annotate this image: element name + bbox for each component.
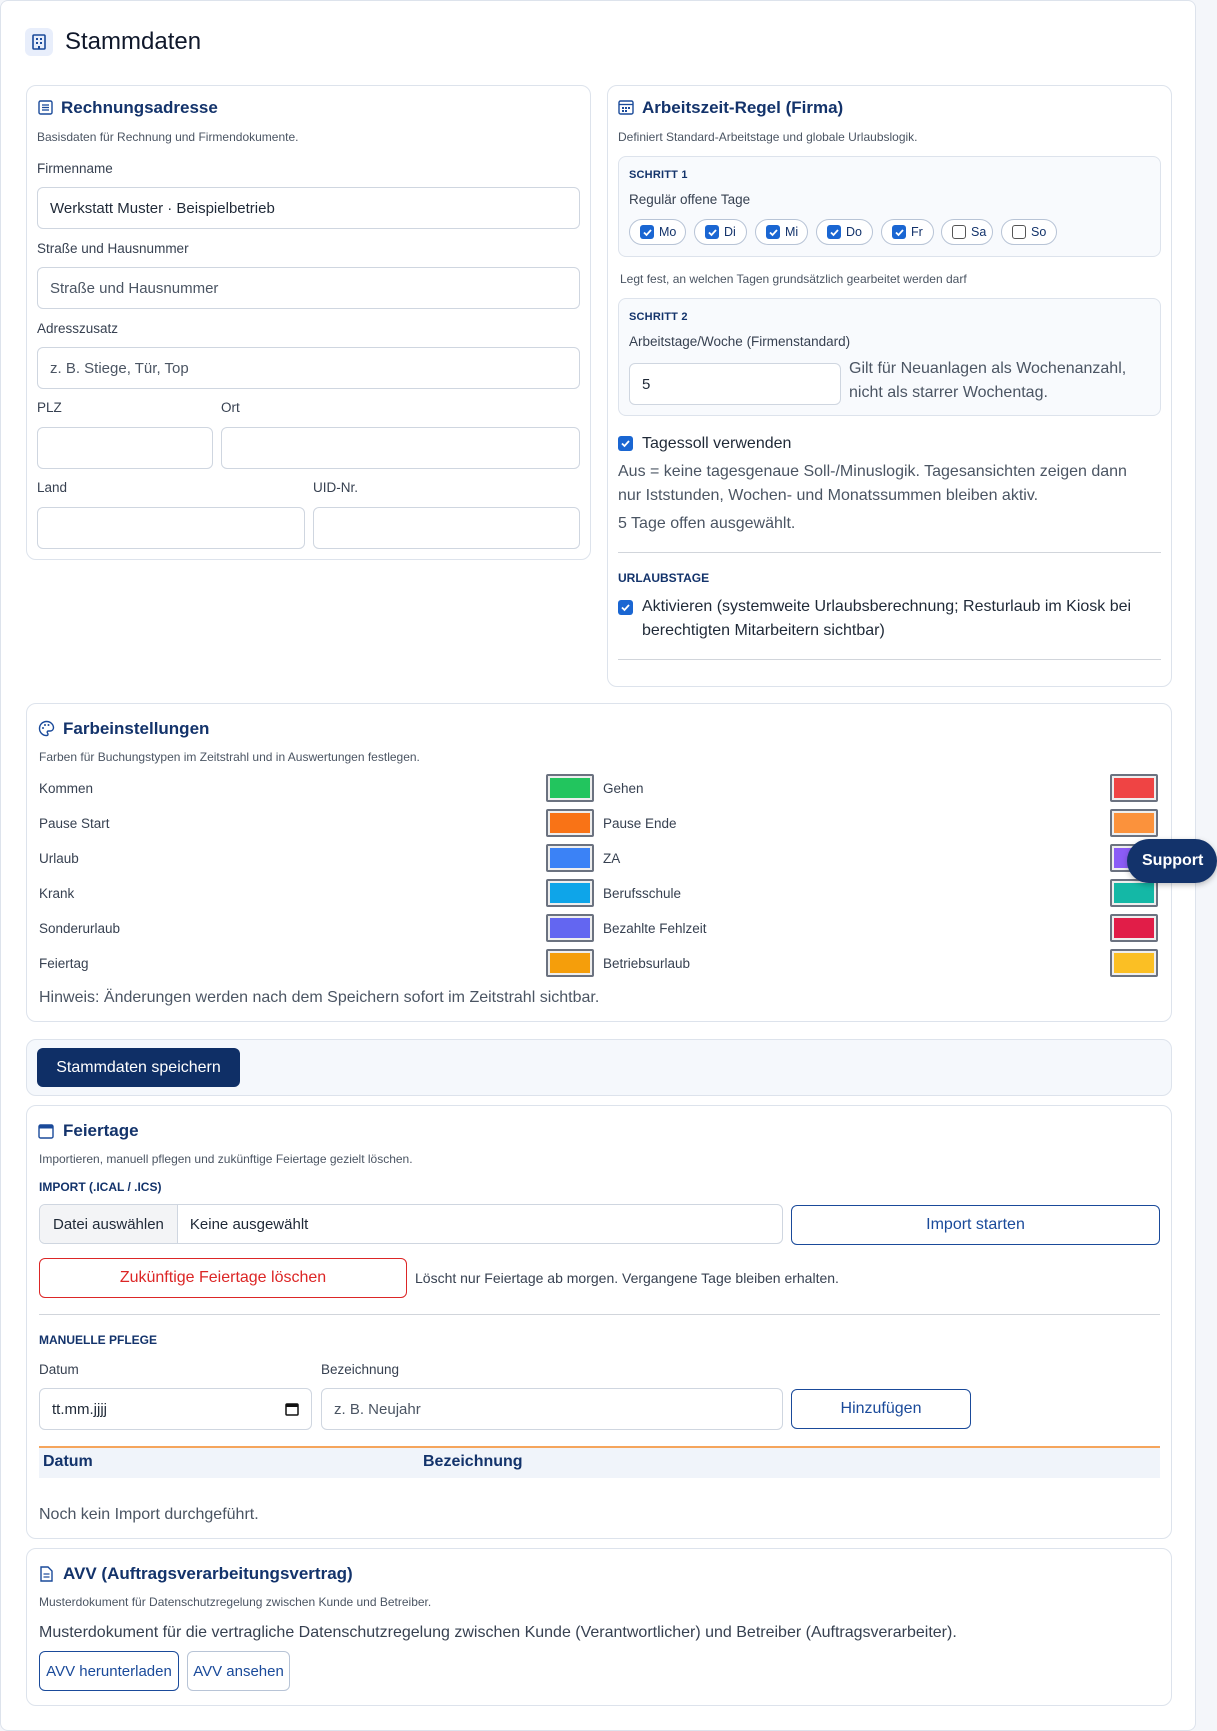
step1-title: Regulär offene Tage [629, 192, 751, 207]
color-swatch-fill [550, 918, 590, 938]
city-label: Ort [221, 400, 240, 415]
color-swatch-fill [1114, 953, 1154, 973]
color-label-left-2: Urlaub [39, 851, 79, 866]
addr2-input[interactable]: z. B. Stiege, Tür, Top [37, 347, 580, 389]
day-pill-so[interactable] [1001, 219, 1057, 245]
building-icon [25, 28, 53, 56]
color-label-left-1: Pause Start [39, 816, 110, 831]
color-swatch-fill [550, 883, 590, 903]
name-label: Bezeichnung [321, 1362, 400, 1377]
color-label-right-2: ZA [603, 851, 621, 866]
step1-label: SCHRITT 1 [629, 169, 688, 181]
checkbox-checked-icon[interactable] [766, 225, 780, 239]
document-list-icon [37, 99, 53, 115]
calendar-grid-icon [617, 99, 635, 115]
daily-target-desc-line-1: Aus = keine tagesgenaue Soll-/Minuslogik. Tagesansichten zeigen dann [618, 463, 1127, 480]
checkbox-checked-icon[interactable] [827, 225, 841, 239]
color-picker-left-4[interactable] [546, 914, 594, 942]
import-button[interactable]: Import starten [791, 1205, 1160, 1245]
color-picker-left-0[interactable] [546, 774, 594, 802]
worktime-divider-2 [618, 659, 1161, 660]
worktime-title: Arbeitszeit-Regel (Firma) [642, 98, 844, 117]
avv-description: Musterdokument für die vertragliche Datenschutzregelung zwischen Kunde (Verantwortlicher) und Betreiber (Auftragsverarbeiter). [39, 1624, 957, 1641]
color-swatch-fill [1114, 778, 1154, 798]
holidays-subtitle: Importieren, manuell pflegen und zukünftige Feiertage gezielt löschen. [39, 1152, 413, 1166]
daily-target-checkbox[interactable] [618, 436, 633, 451]
color-label-left-3: Krank [39, 886, 75, 901]
company-label: Firmenname [37, 161, 113, 176]
manual-label: MANUELLE PFLEGE [39, 1333, 158, 1347]
colors-title: Farbeinstellungen [63, 719, 210, 738]
vat-label: UID-Nr. [313, 480, 358, 495]
color-swatch-fill [1114, 883, 1154, 903]
colors-subtitle: Farben für Buchungstypen im Zeitstrahl und in Auswertungen festlegen. [39, 750, 420, 764]
delete-future-holidays-button[interactable]: Zukünftige Feiertage löschen [39, 1258, 407, 1298]
color-label-right-5: Betriebsurlaub [603, 956, 691, 971]
day-pill-sa[interactable] [941, 219, 993, 245]
checkbox-checked-icon[interactable] [892, 225, 906, 239]
page-title: Stammdaten [65, 28, 202, 55]
day-pill-label: So [1031, 225, 1047, 239]
vacation-section-label: URLAUBSTAGE [618, 571, 710, 585]
day-pill-label: Di [724, 225, 736, 239]
color-swatch-fill [1114, 813, 1154, 833]
step2-hint-line-1: Gilt für Neuanlagen als Wochenanzahl, [849, 360, 1127, 377]
day-pill-mo[interactable] [629, 219, 686, 245]
days-selected-info: 5 Tage offen ausgewählt. [618, 515, 796, 532]
checkbox-unchecked-icon[interactable] [1012, 225, 1026, 239]
color-label-left-4: Sonderurlaub [39, 921, 121, 936]
day-pill-fr[interactable] [881, 219, 934, 245]
color-picker-right-4[interactable] [1110, 914, 1158, 942]
daily-target-label: Tagessoll verwenden [642, 435, 792, 452]
checkbox-checked-icon[interactable] [705, 225, 719, 239]
color-swatch-fill [1114, 918, 1154, 938]
color-picker-right-1[interactable] [1110, 809, 1158, 837]
color-picker-right-5[interactable] [1110, 949, 1158, 977]
avv-title: AVV (Auftragsverarbeitungsvertrag) [63, 1564, 353, 1583]
holiday-table-header [39, 1446, 1160, 1478]
step2-label: SCHRITT 2 [629, 311, 688, 323]
checkbox-unchecked-icon[interactable] [952, 225, 966, 239]
color-swatch-fill [550, 953, 590, 973]
vat-input[interactable] [313, 507, 580, 549]
holidays-empty-state: Noch kein Import durchgeführt. [39, 1506, 259, 1523]
day-pill-label: Do [846, 225, 862, 239]
file-status: Keine ausgewählt [189, 1215, 309, 1233]
color-picker-left-2[interactable] [546, 844, 594, 872]
date-input[interactable] [39, 1388, 312, 1430]
color-swatch-fill [550, 778, 590, 798]
color-label-right-0: Gehen [603, 781, 644, 796]
add-holiday-button[interactable]: Hinzufügen [791, 1389, 971, 1429]
vacation-checkbox[interactable] [618, 600, 633, 615]
holiday-name-input[interactable]: z. B. Neujahr [321, 1388, 783, 1430]
vacation-label-line-2: berechtigten Mitarbeitern sichtbar) [642, 622, 885, 639]
file-choose-button[interactable]: Datei auswählen [40, 1205, 178, 1243]
palette-icon [37, 719, 55, 737]
avv-view-button[interactable]: AVV ansehen [187, 1651, 290, 1691]
billing-subtitle: Basisdaten für Rechnung und Firmendokumente. [37, 130, 299, 144]
day-pill-do[interactable] [816, 219, 873, 245]
day-pill-mi[interactable] [755, 219, 808, 245]
day-pill-label: Sa [971, 225, 987, 239]
zip-input[interactable] [37, 427, 213, 469]
delete-note: Löscht nur Feiertage ab morgen. Vergangene Tage bleiben erhalten. [415, 1270, 839, 1286]
checkbox-checked-icon[interactable] [640, 225, 654, 239]
table-header-date: Datum [43, 1453, 93, 1470]
color-label-left-0: Kommen [39, 781, 94, 796]
step2-title: Arbeitstage/Woche (Firmenstandard) [629, 334, 851, 349]
color-picker-right-0[interactable] [1110, 774, 1158, 802]
zip-label: PLZ [37, 400, 62, 415]
color-picker-left-5[interactable] [546, 949, 594, 977]
daily-target-desc-line-2: nur Iststunden, Wochen- und Monatssummen bleiben aktiv. [618, 487, 1039, 504]
street-label: Straße und Hausnummer [37, 241, 189, 256]
color-swatch-fill [550, 848, 590, 868]
colors-hint: Hinweis: Änderungen werden nach dem Speichern sofort im Zeitstrahl sichtbar. [39, 989, 600, 1006]
city-input[interactable] [221, 427, 580, 469]
color-label-right-4: Bezahlte Fehlzeit [603, 921, 707, 936]
company-input[interactable]: Werkstatt Muster · Beispielbetrieb [37, 187, 580, 229]
save-button[interactable]: Stammdaten speichern [37, 1048, 240, 1087]
country-input[interactable] [37, 507, 305, 549]
day-pill-label: Mo [659, 225, 677, 239]
color-swatch-fill [550, 813, 590, 833]
color-label-left-5: Feiertag [39, 956, 89, 971]
workdays-per-week-input[interactable]: 5 [629, 363, 841, 405]
file-picker[interactable] [39, 1204, 783, 1244]
step1-note: Legt fest, an welchen Tagen grundsätzlich gearbeitet werden darf [620, 272, 967, 286]
table-header-name: Bezeichnung [423, 1453, 523, 1470]
day-pill-label: Fr [911, 225, 923, 239]
date-placeholder: tt.mm.jjjj [52, 1400, 107, 1418]
day-pill-label: Mi [785, 225, 799, 239]
country-label: Land [37, 480, 68, 495]
date-label: Datum [39, 1362, 79, 1377]
vacation-label-line-1: Aktivieren (systemweite Urlaubsberechnung; Resturlaub im Kiosk bei [642, 598, 1132, 615]
holidays-divider [39, 1314, 1160, 1315]
day-pill-di[interactable] [694, 219, 747, 245]
color-picker-left-3[interactable] [546, 879, 594, 907]
billing-title: Rechnungsadresse [61, 98, 218, 117]
worktime-subtitle: Definiert Standard-Arbeitstage und globale Urlaubslogik. [618, 130, 918, 144]
color-label-right-3: Berufsschule [603, 886, 682, 901]
import-label: IMPORT (.ICAL / .ICS) [39, 1180, 162, 1194]
step2-hint-line-2: nicht als starrer Wochentag. [849, 384, 1048, 401]
calendar-icon [37, 1122, 55, 1139]
avv-subtitle: Musterdokument für Datenschutzregelung zwischen Kunde und Betreiber. [39, 1595, 432, 1609]
holidays-title: Feiertage [63, 1121, 139, 1140]
support-button[interactable]: Support [1127, 839, 1217, 883]
street-input[interactable]: Straße und Hausnummer [37, 267, 580, 309]
calendar-picker-icon[interactable] [285, 1402, 299, 1416]
worktime-divider-1 [618, 552, 1161, 553]
avv-download-button[interactable]: AVV herunterladen [39, 1651, 179, 1691]
addr2-label: Adresszusatz [37, 321, 119, 336]
color-label-right-1: Pause Ende [603, 816, 677, 831]
document-icon [38, 1565, 54, 1582]
color-picker-right-3[interactable] [1110, 879, 1158, 907]
color-picker-left-1[interactable] [546, 809, 594, 837]
